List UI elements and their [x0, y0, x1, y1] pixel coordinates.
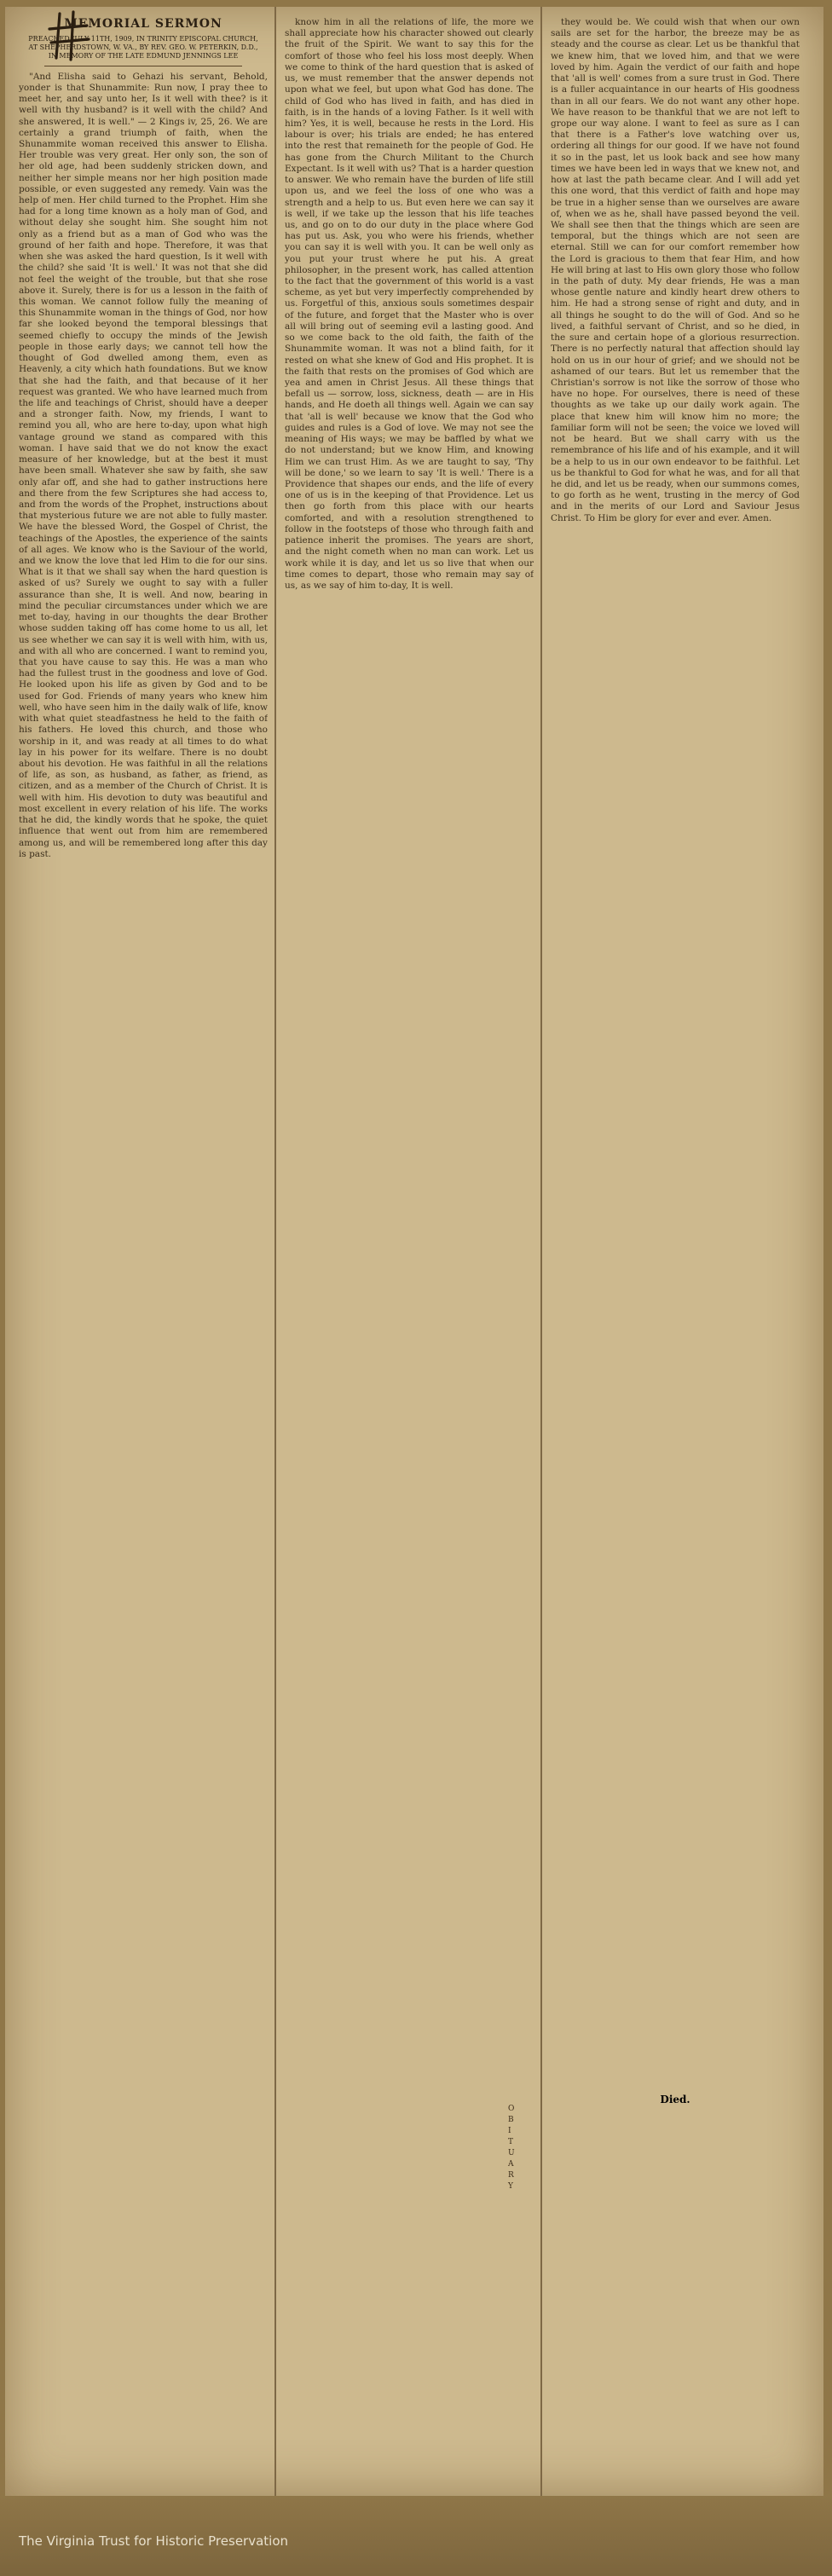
article-body-col2: know him in all the relations of life, the more we shall appreciate how his character showed out clearly the fruit of the Spirit. We want to say this for the comfort of those who feel his loss most deeply. When we come to think of the hard question that is asked of us, we must remember that the answer depends not upon what we feel, but upon what God has done. The child of God who has lived in faith, and has died in faith, is in the hands of a loving Father. Is it well with him? Yes, it is well, because he rests in the Lord. His labour is over; his trials are ended; he has entered into the rest that remaineth for the people of God. He has gone from the Church Militant to the Church Expectant. Is it well with us? That is a harder question to answer. We who remain have the burden of life still upon us, and we feel the loss of one who was a strength and a help to us. But even here we can say it is well, if we take up the lesson that his life teaches us, and go on to do our duty in the place where God has put us. Ask, you who were his friends, whether you can say it is well with you. It can be well only as you put your trust where he put his. A great philosopher, in the present work, has called attention to the fact that the government of this world is a vast scheme, as yet but very imperfectly comprehended by us. Forgetful of this, anxious souls sometimes despair of the future, and forget that the Master who is over all will bring out of seeming evil a lasting good. And so we come back to the old faith, the faith of the Shunammite woman. It was not a blind faith, for it rested on what she knew of God and His prophet. It is the faith that rests on the promises of God which are yea and amen in Christ Jesus. All these things that befall us — sorrow, loss, sickness, death — are in His hands, and He doeth all things well. Again we can say that 'all is well' because we know that the God who guides and rules is a God of love. We may not see the meaning of His ways; we may be baffled by what we do not understand; but we know Him, and knowing Him we can trust Him. As we are taught to say, 'Thy will be done,' so we learn to say 'It is well.' There is a Providence that shapes our ends, and the life of every one of us is in the keeping of that Providence. Let us then go forth from this place with our hearts comforted, and with a resolution strengthened to follow in the footsteps of those who through faith and patience inherit the promises. The years are short, and the night cometh when no man can work. Let us work while it is day, and let us so live that when our time comes to depart, those who remain may say of us, as we say of him to-day, It is well.	[285, 17, 534, 591]
article-body-col1: "And Elisha said to Gehazi his servant, Behold, yonder is that Shunammite: Run now, I pray thee to meet her, and say unto her, Is it well with thee? is it well with thy husband? is it well with the child? And she answered, It is well." — 2 Kings iv, 25, 26. We are certainly a grand triumph of faith, when the Shunammite woman received this answer to Elisha. Her trouble was very great. Her only son, the son of her old age, had been suddenly stricken down, and neither her simple means nor her high position made possible, or even suggested any remedy. Vain was the help of men. Her child turned to the Prophet. Him she had for a long time known as a holy man of God, and without delay she sought him. She sought him not only as a friend but as a man of God who was the ground of her faith and hope. Therefore, it was that when she was asked the hard question, Is it well with the child? she said 'It is well.' It was not that she did not feel the weight of the trouble, but that she rose above it. Surely, there is for us a lesson in the faith of this woman. We cannot follow fully the meaning of this Shunammite woman in the things of God, nor how far she looked beyond the temporal blessings that seemed chiefly to occupy the minds of the Jewish people in those early days; we cannot tell how the thought of God dwelled among them, even as Heavenly, a city which hath foundations. But we know that she had the faith, and that because of it her request was granted. We who have learned much from the life and teachings of Christ, should have a deeper and a stronger faith. Now, my friends, I want to remind you all, who are here to-day, upon what high vantage ground we stand as compared with this woman. I have said that we do not know the exact measure of her knowledge, but at the best it must have been small. Whatever she saw by faith, she saw only afar off, and she had to gather instructions here and there from the few Scriptures she had access to, and from the words of the Prophet, instructions about that mysterious future we are not able to fully master. We have the blessed Word, the Gospel of Christ, the teachings of the Apostles, the experience of the saints of all ages. We know who is the Saviour of the world, and we know the love that led Him to die for our sins. What is it that we shall say when the hard question is asked of us? Surely we ought to say with a fuller assurance than she, It is well. And now, bearing in mind the peculiar circumstances under which we are met to-day, having in our thoughts the dear Brother whose sudden taking off has come home to us all, let us see whether we can say it is well with him, with us, and with all who are concerned. I want to remind you, that you have cause to say this. He was a man who had the fullest trust in the goodness and love of God. He looked upon his life as given by God and to be used for God. Friends of many years who knew him well, who have seen him in the daily walk of life, know with what quiet steadfastness he held to the faith of his fathers. He loved this church, and those who worship in it, and was ready at all times to do what lay in his power for its welfare. There is no doubt about his devotion. He was faithful in all the relations of life, as son, as husband, as father, as friend, as citizen, and as a member of the Church of Christ. It is well with him. His devotion to duty was beautiful and most excellent in every relation of his life. The works that he did, the kindly words that he spoke, the quiet influence that went out from him are remembered among us, and will be remembered long after this day is past.	[19, 71, 268, 859]
watermark-text: The Virginia Trust for Historic Preservation	[19, 2533, 289, 2549]
margin-letter: I	[508, 2127, 511, 2135]
column-3	[551, 17, 800, 2067]
column-1	[19, 12, 268, 2475]
column-divider	[540, 7, 542, 2496]
margin-letter: Y	[508, 2182, 513, 2191]
column-divider	[274, 7, 276, 2496]
article-subtitle: PREACHED JULY 11TH, 1909, IN TRINITY EPISCOPAL CHURCH, AT SHEPHERDSTOWN, W. VA., BY REV. GEO. W. PETERKIN, D.D., IN MEMORY OF THE LATE EDMUND JENNINGS LEE	[28, 34, 258, 60]
obituary-margin-letters	[508, 2104, 518, 2192]
article-body-col3: they would be. We could wish that when our own sails are set for the harbor, the breeze may be as steady and the course as clear. Let us be thankful that we knew him, that we loved him, and that we were loved by him. Again the verdict of our faith and hope that 'all is well' comes from a sure trust in God. There is a fuller acquaintance in our hearts of His goodness than in all our fears. We do not want any other hope. We have reason to be thankful that we are not left to grope our way alone. I want to feel as sure as I can that there is a Father's love watching over us, ordering all things for our good. If we have not found it so in the past, let us look back and see how many times we have been led in ways that we knew not, and how at last the path became clear. And I will add yet this one word, that this verdict of faith and hope may be true in a higher sense than we ourselves are aware of, when we as he, shall have passed beyond the veil. We shall see then that the things which are seen are temporal, but the things which are not seen are eternal. Still we can for our comfort remember how the Lord is gracious to them that fear Him, and how He will bring at last to His own glory those who follow in the path of duty. My dear friends, He was a man whose gentle nature and kindly heart drew others to him. He had a strong sense of right and duty, and in all things he sought to do the will of God. And so he lived, a faithful servant of Christ, and so he died, in the sure and certain hope of a glorious resurrection. There is no perfectly natural that affection should lay hold on us in our hour of grief; and we should not be ashamed of our tears. But let us remember that the Christian's sorrow is not like the sorrow of those who have no hope. For ourselves, there is need of these thoughts as we take up our daily work again. The place that knew him will know him no more; the familiar form will not be seen; the voice we loved will not be heard. But we shall carry with us the remembrance of his life and of his example, and it will be a help to us in our own endeavor to be faithful. Let us be thankful to God for what he was, and for all that he did, and let us be ready, when our summons comes, to go forth as he went, trusting in the mercy of God and in the merits of our Lord and Saviour Jesus Christ. To Him be glory for ever and ever. Amen.	[551, 17, 800, 523]
newspaper-clipping	[5, 7, 823, 2496]
blank-clipping-area	[525, 2185, 774, 2466]
margin-letter: O	[508, 2105, 515, 2113]
margin-letter: A	[508, 2160, 514, 2169]
margin-letter: U	[508, 2149, 515, 2157]
column-2	[285, 17, 534, 2481]
margin-letter: R	[508, 2171, 514, 2180]
margin-letter: T	[508, 2138, 514, 2146]
margin-letter: B	[508, 2116, 514, 2124]
died-heading: Died.	[660, 2094, 690, 2105]
article-title: MEMORIAL SERMON	[64, 17, 222, 31]
